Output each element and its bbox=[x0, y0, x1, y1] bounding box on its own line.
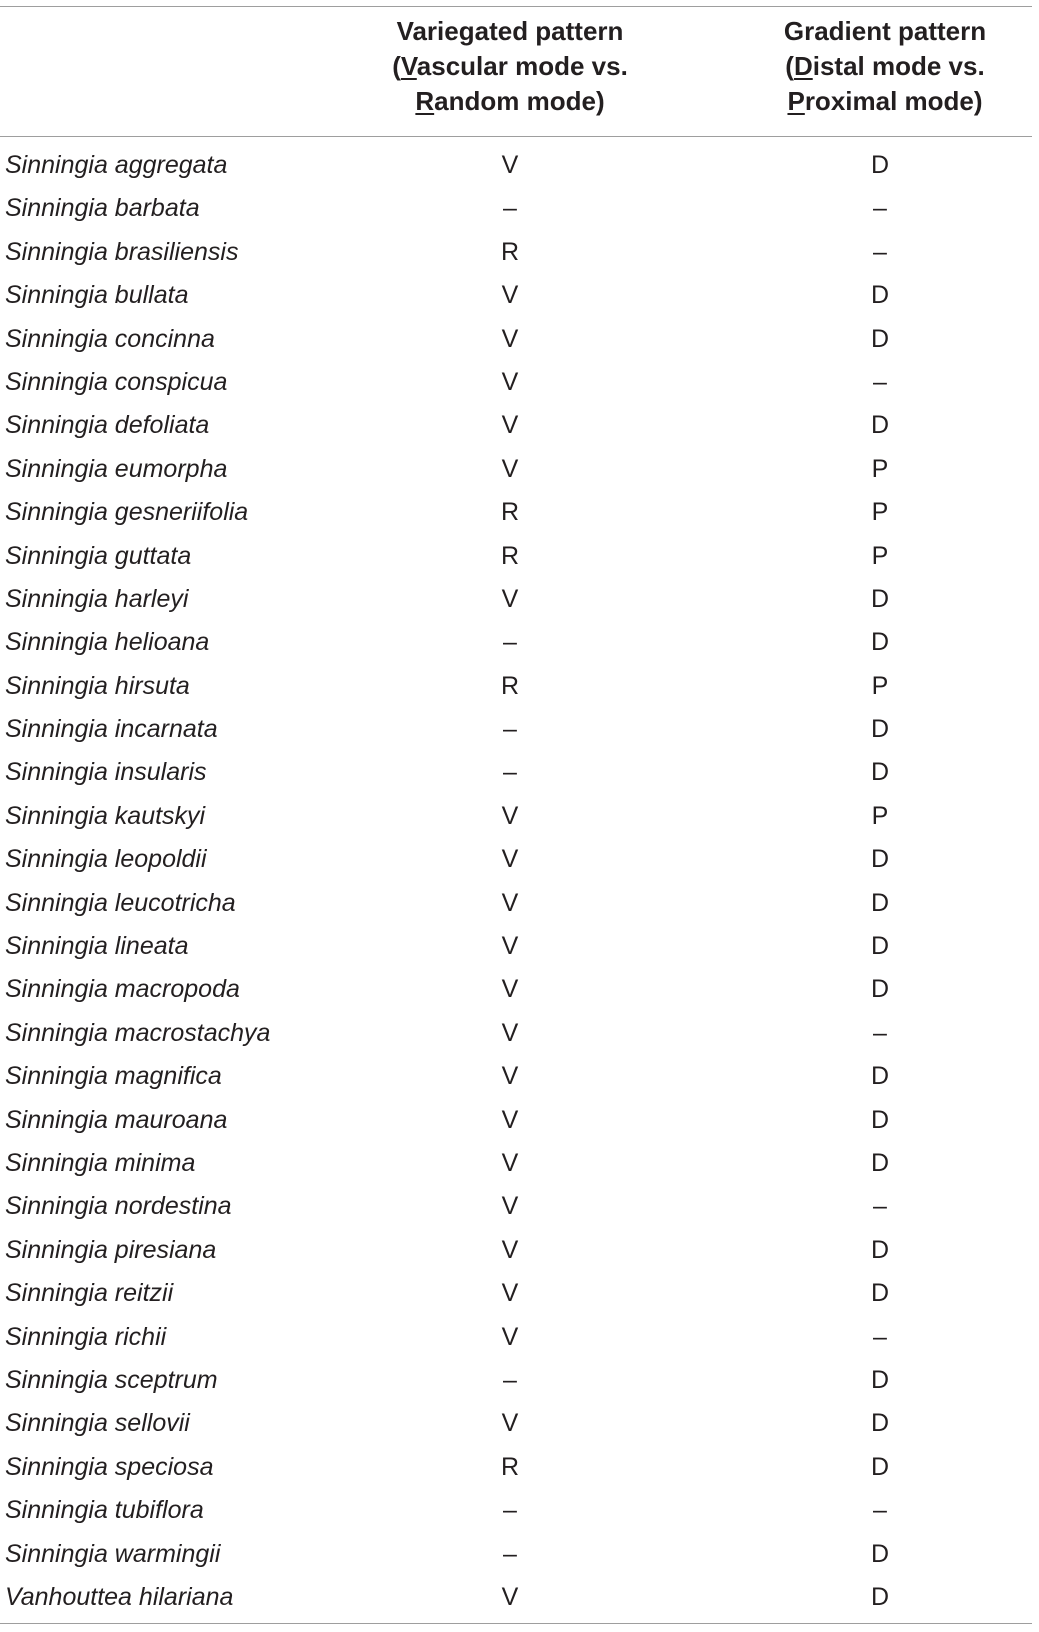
table-row bbox=[0, 795, 1032, 838]
table-row bbox=[0, 144, 1032, 187]
table-row bbox=[0, 1446, 1032, 1489]
table-row bbox=[0, 274, 1032, 317]
variegated-mode-value: V bbox=[501, 1018, 519, 1047]
variegated-mode-value: V bbox=[501, 801, 519, 830]
species-name: Sinningia gesneriifolia bbox=[5, 498, 249, 527]
table-row bbox=[0, 968, 1032, 1011]
gradient-mode-value: – bbox=[873, 367, 887, 396]
gradient-mode-value: P bbox=[871, 541, 889, 570]
species-name: Sinningia piresiana bbox=[5, 1235, 217, 1264]
gradient-mode-value: D bbox=[870, 845, 890, 874]
gradient-mode-value: P bbox=[871, 498, 889, 527]
gradient-mode-value: P bbox=[871, 454, 889, 483]
variegated-mode-value: V bbox=[501, 454, 519, 483]
header-gradient-line2: (Distal mode vs. bbox=[785, 51, 985, 81]
table-row bbox=[0, 708, 1032, 751]
gradient-mode-value: D bbox=[870, 1062, 890, 1091]
header-bottom-rule bbox=[0, 136, 1032, 137]
species-name: Sinningia leopoldii bbox=[5, 845, 207, 874]
species-name: Sinningia harleyi bbox=[5, 584, 189, 613]
species-name: Sinningia nordestina bbox=[5, 1192, 232, 1221]
variegated-mode-value: V bbox=[501, 1279, 519, 1308]
species-name: Sinningia conspicua bbox=[5, 367, 228, 396]
species-name: Sinningia hirsuta bbox=[5, 671, 190, 700]
variegated-mode-value: V bbox=[501, 1062, 519, 1091]
variegated-mode-value: V bbox=[501, 975, 519, 1004]
gradient-mode-value: D bbox=[870, 324, 890, 353]
species-name: Sinningia concinna bbox=[5, 324, 215, 353]
variegated-mode-value: V bbox=[501, 932, 519, 961]
gradient-mode-value: D bbox=[870, 1148, 890, 1177]
table-row bbox=[0, 1316, 1032, 1359]
table-row bbox=[0, 448, 1032, 491]
variegated-mode-value: R bbox=[500, 237, 520, 266]
table-row bbox=[0, 751, 1032, 794]
table-row bbox=[0, 838, 1032, 881]
gradient-mode-value: D bbox=[870, 1409, 890, 1438]
species-name: Sinningia helioana bbox=[5, 628, 210, 657]
species-name: Sinningia insularis bbox=[5, 758, 207, 787]
table-row bbox=[0, 491, 1032, 534]
table-row bbox=[0, 1229, 1032, 1272]
species-name: Sinningia warmingii bbox=[5, 1539, 221, 1568]
header-gradient-pattern bbox=[750, 14, 1020, 124]
header-variegated-line3: Random mode) bbox=[415, 86, 605, 116]
species-name: Sinningia aggregata bbox=[5, 151, 228, 179]
variegated-mode-value: V bbox=[501, 151, 519, 179]
table-row bbox=[0, 187, 1032, 230]
species-name: Sinningia sellovii bbox=[5, 1409, 190, 1438]
gradient-mode-value: D bbox=[870, 975, 890, 1004]
table-row bbox=[0, 1099, 1032, 1142]
variegated-mode-value: – bbox=[503, 715, 517, 744]
variegated-mode-value: R bbox=[500, 671, 520, 700]
species-name: Sinningia mauroana bbox=[5, 1105, 228, 1134]
table-row bbox=[0, 665, 1032, 708]
species-name: Sinningia macrostachya bbox=[5, 1018, 271, 1047]
species-name: Sinningia eumorpha bbox=[5, 454, 228, 483]
species-name: Sinningia macropoda bbox=[5, 975, 240, 1004]
species-name: Sinningia barbata bbox=[5, 194, 200, 223]
variegated-mode-value: V bbox=[501, 584, 519, 613]
table-row bbox=[0, 1533, 1032, 1576]
variegated-mode-value: R bbox=[500, 498, 520, 527]
variegated-mode-value: – bbox=[503, 194, 517, 223]
variegated-mode-value: V bbox=[501, 845, 519, 874]
table-row bbox=[0, 535, 1032, 578]
gradient-mode-value: – bbox=[873, 1018, 887, 1047]
species-name: Sinningia brasiliensis bbox=[5, 237, 239, 266]
gradient-mode-value: – bbox=[873, 1496, 887, 1525]
table-row bbox=[0, 1272, 1032, 1315]
variegated-mode-value: V bbox=[501, 1192, 519, 1221]
species-name: Sinningia bullata bbox=[5, 281, 189, 310]
variegated-mode-value: V bbox=[501, 1235, 519, 1264]
table-body bbox=[0, 144, 1032, 1619]
table-row bbox=[0, 1576, 1032, 1619]
variegated-mode-value: V bbox=[501, 888, 519, 917]
species-name: Sinningia defoliata bbox=[5, 411, 210, 440]
header-variegated-line2: (Vascular mode vs. bbox=[392, 51, 628, 81]
table-top-rule bbox=[0, 6, 1032, 7]
gradient-mode-value: – bbox=[873, 194, 887, 223]
variegated-mode-value: V bbox=[501, 367, 519, 396]
variegated-mode-value: – bbox=[503, 1539, 517, 1568]
gradient-mode-value: D bbox=[870, 1105, 890, 1134]
gradient-mode-value: D bbox=[870, 888, 890, 917]
variegated-mode-value: – bbox=[503, 1365, 517, 1394]
table-row bbox=[0, 231, 1032, 274]
species-name: Sinningia leucotricha bbox=[5, 888, 236, 917]
gradient-mode-value: D bbox=[870, 628, 890, 657]
variegated-mode-value: V bbox=[501, 281, 519, 310]
species-name: Sinningia minima bbox=[5, 1148, 196, 1177]
species-name: Sinningia tubiflora bbox=[5, 1496, 204, 1525]
species-name: Sinningia reitzii bbox=[5, 1279, 174, 1308]
header-gradient-line1: Gradient pattern bbox=[783, 16, 987, 46]
table-row bbox=[0, 1359, 1032, 1402]
table-row bbox=[0, 621, 1032, 664]
table-row bbox=[0, 882, 1032, 925]
gradient-mode-value: – bbox=[873, 1322, 887, 1351]
species-name: Sinningia sceptrum bbox=[5, 1365, 218, 1394]
gradient-mode-value: D bbox=[870, 758, 890, 787]
gradient-mode-value: D bbox=[870, 584, 890, 613]
table-row bbox=[0, 361, 1032, 404]
table-row bbox=[0, 1142, 1032, 1185]
variegated-mode-value: – bbox=[503, 628, 517, 657]
variegated-mode-value: V bbox=[501, 1582, 519, 1611]
table-row bbox=[0, 1055, 1032, 1098]
table-row bbox=[0, 1012, 1032, 1055]
species-name: Sinningia richii bbox=[5, 1322, 167, 1351]
header-gradient-line3: Proximal mode) bbox=[787, 86, 983, 116]
gradient-mode-value: D bbox=[870, 151, 890, 179]
variegated-mode-value: – bbox=[503, 1496, 517, 1525]
variegated-mode-value: – bbox=[503, 758, 517, 787]
variegated-mode-value: V bbox=[501, 1148, 519, 1177]
variegated-mode-value: V bbox=[501, 1105, 519, 1134]
table-row bbox=[0, 925, 1032, 968]
gradient-mode-value: – bbox=[873, 237, 887, 266]
gradient-mode-value: D bbox=[870, 1365, 890, 1394]
header-variegated-pattern bbox=[380, 14, 640, 124]
table-row bbox=[0, 1402, 1032, 1445]
table-row bbox=[0, 578, 1032, 621]
species-name: Sinningia speciosa bbox=[5, 1452, 214, 1481]
variegated-mode-value: V bbox=[501, 1409, 519, 1438]
species-name: Sinningia incarnata bbox=[5, 715, 218, 744]
gradient-mode-value: – bbox=[873, 1192, 887, 1221]
variegated-mode-value: R bbox=[500, 1452, 520, 1481]
species-name: Sinningia guttata bbox=[5, 541, 192, 570]
header-variegated-line1: Variegated pattern bbox=[396, 16, 624, 46]
species-name: Sinningia lineata bbox=[5, 932, 189, 961]
gradient-mode-value: D bbox=[870, 1235, 890, 1264]
species-name: Sinningia kautskyi bbox=[5, 801, 206, 830]
gradient-mode-value: D bbox=[870, 715, 890, 744]
table-row bbox=[0, 404, 1032, 447]
gradient-mode-value: P bbox=[871, 801, 889, 830]
table-row bbox=[0, 1185, 1032, 1228]
gradient-mode-value: P bbox=[871, 671, 889, 700]
table-row bbox=[0, 1489, 1032, 1532]
gradient-mode-value: D bbox=[870, 411, 890, 440]
table-bottom-rule bbox=[0, 1623, 1032, 1624]
species-name: Sinningia magnifica bbox=[5, 1062, 222, 1091]
variegated-mode-value: V bbox=[501, 1322, 519, 1351]
table-row bbox=[0, 318, 1032, 361]
gradient-mode-value: D bbox=[870, 1582, 890, 1611]
variegated-mode-value: R bbox=[500, 541, 520, 570]
variegated-mode-value: V bbox=[501, 324, 519, 353]
gradient-mode-value: D bbox=[870, 1279, 890, 1308]
gradient-mode-value: D bbox=[870, 932, 890, 961]
gradient-mode-value: D bbox=[870, 1452, 890, 1481]
gradient-mode-value: D bbox=[870, 281, 890, 310]
variegated-mode-value: V bbox=[501, 411, 519, 440]
gradient-mode-value: D bbox=[870, 1539, 890, 1568]
species-name: Vanhouttea hilariana bbox=[5, 1582, 234, 1611]
